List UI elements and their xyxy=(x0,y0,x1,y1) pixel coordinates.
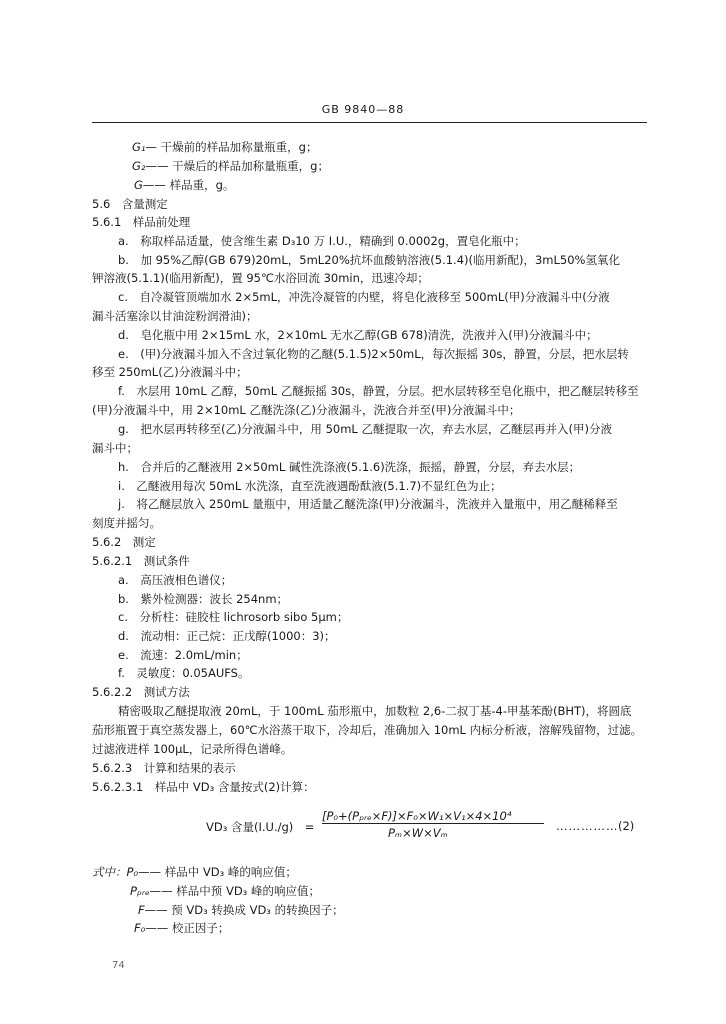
pretreat-step-e-line2: 移至 250mL(乙)分液漏斗中； xyxy=(92,365,248,379)
pretreat-step-j-line2: 刻度并摇匀。 xyxy=(92,516,161,530)
formula-number: (2) xyxy=(618,819,635,833)
condition-a: a. 高压液相色谱仪； xyxy=(118,573,233,587)
section-5-6-2-3-1-heading: 5.6.2.3.1 样品中 VD₃ 含量按式(2)计算： xyxy=(92,780,315,794)
section-5-6-2-heading: 5.6.2 测定 xyxy=(92,535,156,549)
pretreat-step-g-line2: 漏斗中； xyxy=(92,441,138,455)
pretreat-step-d: d. 皂化瓶中用 2×15mL 水，2×10mL 无水乙醇(GB 678)清洗，洗液并入(甲)分液漏斗中； xyxy=(118,328,598,342)
pretreat-step-b-line2: 钾溶液(5.1.1)(临用新配)，置 95℃水浴回流 30min，迅速冷却； xyxy=(92,271,429,285)
method-line-2: 茄形瓶置于真空蒸发器上，60℃水浴蒸干取下，冷却后，准确加入 10mL 内标分析液，溶解残留物，过滤。 xyxy=(92,723,643,737)
definition-ppre: Pₚᵣₑ—— 样品中预 VD₃ 峰的响应值； xyxy=(130,884,320,898)
definition-g1: G₁— 干燥前的样品加称量瓶重，g； xyxy=(132,140,318,154)
section-5-6-2-3-heading: 5.6.2.3 计算和结果的表示 xyxy=(92,761,236,775)
formula-denominator: Pₘ×W×Vₘ xyxy=(388,826,448,840)
pretreat-step-j-line1: j. 将乙醚层放入 250mL 量瓶中，用适量乙醚洗涤(甲)分液漏斗，洗液并入量瓶中，用乙醚稀释至 xyxy=(118,497,618,511)
definition-f0: F₀—— 校正因子； xyxy=(134,921,230,935)
pretreat-step-i: i. 乙醚液用每次 50mL 水洗涤，直至洗液遇酚酞液(5.1.7)不显红色为止； xyxy=(118,479,502,493)
definition-g2: G₂—— 干燥后的样品加称量瓶重，g； xyxy=(132,159,329,173)
fraction-bar xyxy=(322,823,544,824)
section-5-6-heading: 5.6 含量测定 xyxy=(92,197,168,211)
definition-p0: 式中：P₀—— 样品中 VD₃ 峰的响应值； xyxy=(92,865,297,879)
pretreat-step-f-line2: (甲)分液漏斗中，用 2×10mL 乙醚洗涤(乙)分液漏斗，洗液合并至(甲)分液漏斗中； xyxy=(92,403,521,417)
condition-f: f. 灵敏度：0.05AUFS。 xyxy=(118,666,250,680)
definition-f: F—— 预 VD₃ 转换成 VD₃ 的转换因子； xyxy=(138,903,344,917)
condition-b: b. 紫外检测器：波长 254nm； xyxy=(118,592,289,606)
section-5-6-2-2-heading: 5.6.2.2 测试方法 xyxy=(92,685,190,699)
method-line-1: 精密吸取乙醚提取液 20mL，于 100mL 茄形瓶中，加数粒 2,6-二叔丁基-4-甲基苯酚(BHT)，将圆底 xyxy=(118,704,632,718)
formula-numerator: [P₀+(Pₚᵣₑ×F)]×F₀×W₁×V₁×4×10⁴ xyxy=(322,809,512,823)
pretreat-step-g-line1: g. 把水层再转移至(乙)分液漏斗中，用 50mL 乙醚提取一次，弃去水层，乙醚层再并入(甲)分液 xyxy=(118,422,612,436)
method-line-3: 过滤液进样 100μL，记录所得色谱峰。 xyxy=(92,742,293,756)
pretreat-step-f-line1: f. 水层用 10mL 乙醇，50mL 乙醚振摇 30s，静置，分层。把水层转移至皂化瓶中，把乙醚层转移至 xyxy=(118,384,639,398)
pretreat-step-a: a. 称取样品适量，使含维生素 D₃10 万 I.U.，精确到 0.0002g，置皂化瓶中； xyxy=(118,234,526,248)
pretreat-step-b-line1: b. 加 95%乙醇(GB 679)20mL，5mL20%抗坏血酸钠溶液(5.1.4)(临用新配)，3mL50%氢氧化 xyxy=(118,253,620,267)
formula-fraction xyxy=(322,809,546,843)
definition-g: G—— 样品重，g。 xyxy=(134,178,235,192)
section-5-6-2-1-heading: 5.6.2.1 测试条件 xyxy=(92,554,190,568)
condition-d: d. 流动相：正己烷：正戊醇(1000：3)； xyxy=(118,629,336,643)
page-header: GB 9840—88 xyxy=(321,103,405,116)
condition-e: e. 流速：2.0mL/min； xyxy=(118,648,248,662)
section-5-6-1-heading: 5.6.1 样品前处理 xyxy=(92,215,191,229)
header-rule xyxy=(92,122,647,123)
pretreat-step-c-line2: 漏斗活塞涂以甘油淀粉润滑油)； xyxy=(92,309,258,323)
condition-c: c. 分析柱：硅胶柱 lichrosorb sibo 5μm； xyxy=(118,610,349,624)
pretreat-step-e-line1: e. (甲)分液漏斗加入不含过氧化物的乙醚(5.1.5)2×50mL，每次振摇 30s，静置，分层，把水层转 xyxy=(118,347,629,361)
pretreat-step-h: h. 合并后的乙醚液用 2×50mL 碱性洗涤液(5.1.6)洗涤，振摇，静置，分层，弃去水层； xyxy=(118,460,581,474)
formula-lhs: VD₃ 含量(I.U./g) = xyxy=(206,820,315,834)
pretreat-step-c-line1: c. 自冷凝管顶端加水 2×5mL，冲洗冷凝管的内壁，将皂化液移至 500mL(甲)分液漏斗中(分液 xyxy=(118,290,610,304)
formula-leader-dots: …………… xyxy=(556,819,619,833)
page-number: 74 xyxy=(112,960,125,971)
